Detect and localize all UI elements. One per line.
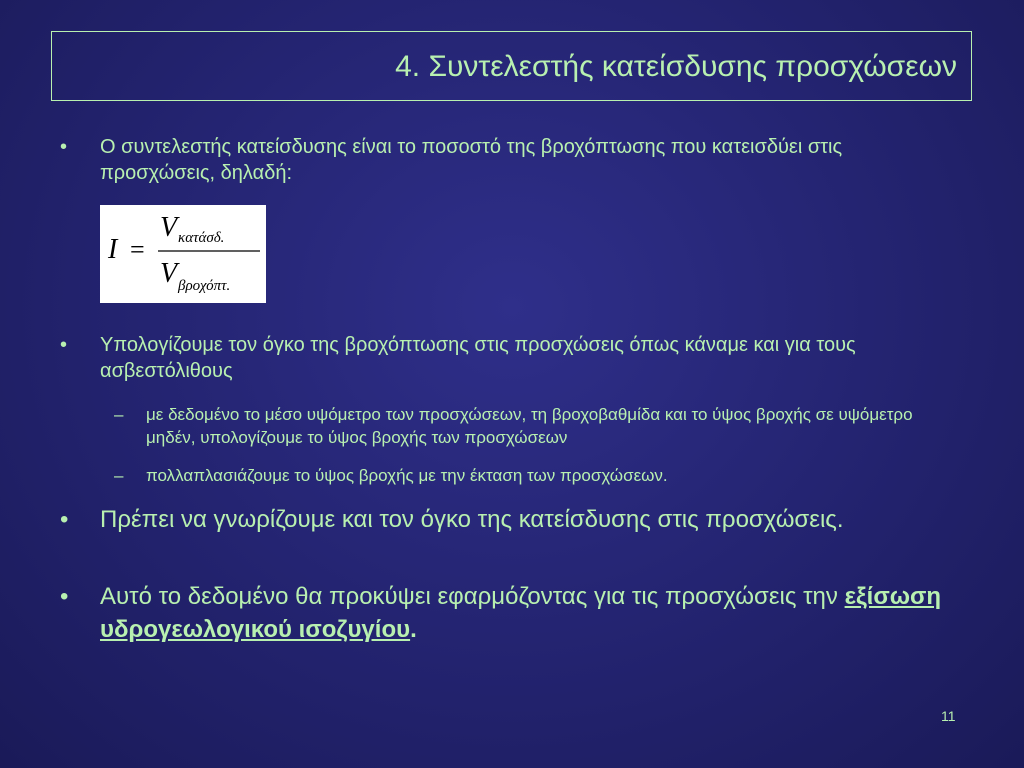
formula-denominator-var: V bbox=[160, 258, 178, 289]
formula-denominator-sub: βροχόπτ. bbox=[178, 278, 231, 294]
subbullet-multiply-area: πολλαπλασιάζουμε το ύψος βροχής με την έκταση των προσχώσεων. bbox=[146, 466, 668, 485]
page-number: 11 bbox=[941, 708, 956, 724]
formula-numerator-sub: κατάσδ. bbox=[178, 230, 225, 246]
bullet-marker: • bbox=[60, 136, 68, 158]
formula-equals: = bbox=[130, 235, 145, 264]
title-frame bbox=[51, 31, 972, 101]
slide-title: 4. Συντελεστής κατείσδυσης προσχώσεων bbox=[395, 50, 957, 83]
bullet-definition: Ο συντελεστής κατείσδυσης είναι το ποσοστό της βροχόπτωσης που κατεισδύει στις προσχώσεις, δηλαδή: bbox=[100, 136, 843, 184]
bullet-water-balance bbox=[100, 580, 960, 646]
bullet-water-balance-text: Αυτό το δεδομένο θα προκύψει εφαρμόζοντας για τις προσχώσεις την bbox=[100, 583, 845, 610]
subbullet-marker: – bbox=[114, 466, 124, 485]
bullet-water-balance-period: . bbox=[410, 616, 417, 643]
subbullet-marker: – bbox=[114, 405, 124, 424]
formula-lhs: I bbox=[108, 234, 118, 265]
formula-image bbox=[100, 205, 266, 303]
bullet-volume-calculation: Υπολογίζουμε τον όγκο της βροχόπτωσης στις προσχώσεις όπως κάναμε και για τους ασβεστόλιθους bbox=[100, 334, 856, 382]
subbullet-rainfall-height: με δεδομένο το μέσο υψόμετρο των προσχώσεων, τη βροχοβαθμίδα και το ύψος βροχής σε υψόμετρο μηδέν, υπολογίζουμε το ύψος βροχής των προσχώσεων bbox=[146, 405, 913, 447]
infiltration-formula bbox=[100, 205, 266, 303]
water-balance-equation-link[interactable]: εξίσωση υδρογεωλογικού ισοζυγίου bbox=[100, 583, 942, 643]
bullet-marker: • bbox=[60, 506, 69, 533]
bullet-infiltration-volume: Πρέπει να γνωρίζουμε και τον όγκο της κατείσδυσης στις προσχώσεις. bbox=[100, 506, 844, 533]
formula-numerator-var: V bbox=[160, 212, 178, 243]
bullet-marker: • bbox=[60, 334, 68, 356]
bullet-marker: • bbox=[60, 583, 69, 610]
